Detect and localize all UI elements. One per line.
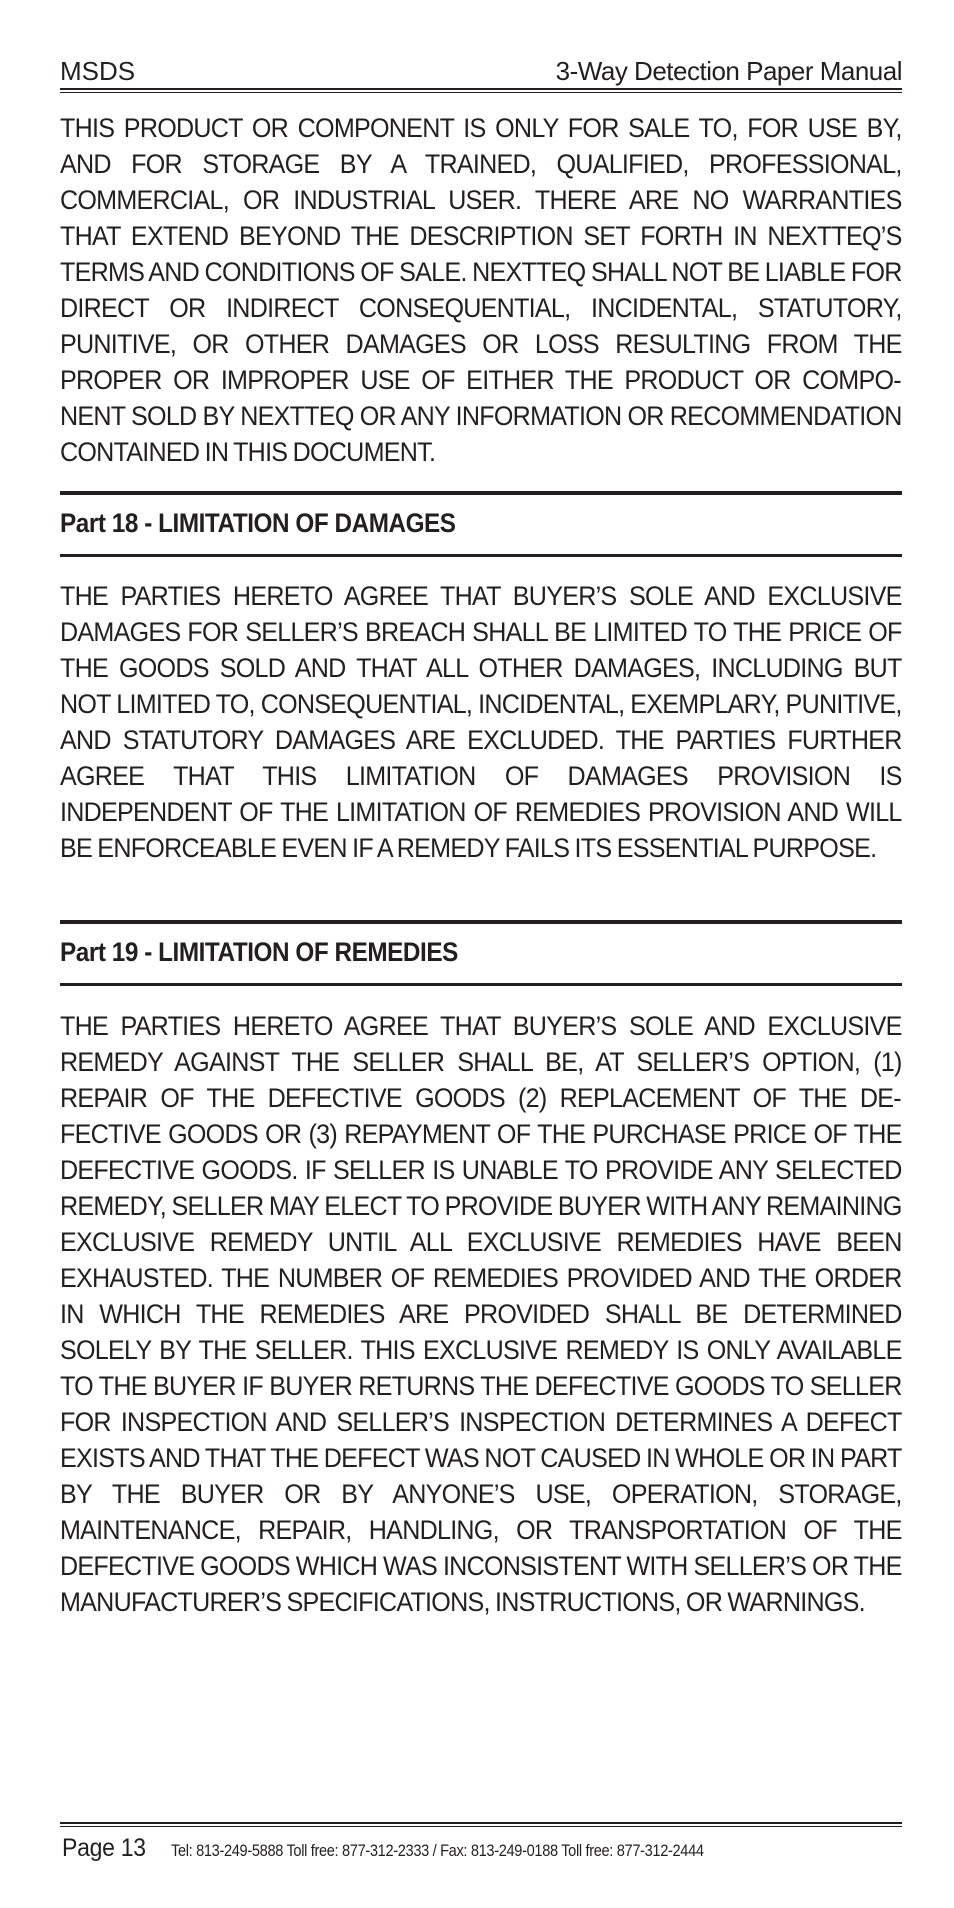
header-rule-secondary bbox=[60, 92, 902, 93]
footer-contact-info: Tel: 813-249-5888 Toll free: 877-312-2333 / Fax: 813-249-0188 Toll free: 877-312-2444 bbox=[171, 1841, 704, 1860]
part-18-paragraph: THE PARTIES HERETO AGREE THAT BUYER’S SOLE AND EXCLUSIVE DAMAGES FOR SELLER’S BREACH SHALL BE LIMITED TO THE PRICE OF THE GOODS SOLD AND THAT ALL OTHER DAMAGES, INCLUDING BUT NOT LIMITED TO, CONSEQUENTIAL, INCIDENTAL, EXEMPLARY, PUNITIVE, AND STATUTORY DAMAGES ARE EXCLUDED. THE PARTIES FURTHER AGREE THAT THIS LIMITATION OF DAMAGES PROVISION IS INDEPENDENT OF THE LIMITATION OF REMEDIES PROVISION AND WILL BE ENFORCEABLE EVEN IF A REMEDY FAILS ITS ESSENTIAL PURPOSE. bbox=[60, 581, 902, 863]
part-19-paragraph: THE PARTIES HERETO AGREE THAT BUYER’S SOLE AND EXCLUSIVE REMEDY AGAINST THE SELLER SHALL BE, AT SELLER’S OPTION, (1) REPAIR OF THE DEFECTIVE GOODS (2) REPLACEMENT OF THE DEFECTIVE GOODS OR (3) REPAYMENT OF THE PURCHASE PRICE OF THE DEFECTIVE GOODS. IF SELLER IS UNABLE TO PROVIDE ANY SELECTED REMEDY, SELLER MAY ELECT TO PROVIDE BUYER WITH ANY REMAINING EXCLUSIVE REMEDY UNTIL ALL EXCLUSIVE REMEDIES HAVE BEEN EXHAUSTED. THE NUMBER OF REMEDIES PROVIDED AND THE ORDER IN WHICH THE REMEDIES ARE PROVIDED SHALL BE DETERMINED SOLELY BY THE SELLER. THIS EXCLUSIVE REMEDY IS ONLY AVAILABLE TO THE BUYER IF BUYER RETURNS THE DEFECTIVE GOODS TO SELLER FOR INSPECTION AND SELLER’S INSPECTION DETERMINES A DEFECT EXISTS AND THAT THE DEFECT WAS NOT CAUSED IN WHOLE OR IN PART BY THE BUYER OR BY ANYONE’S USE, OPERATION, STORAGE, MAINTENANCE, REPAIR, HANDLING, OR TRANSPORTATION OF THE DEFECTIVE GOODS WHICH WAS INCONSISTENT WITH SELLER’S OR THE MANUFACTURER’S SPECIFICATIONS, INSTRUCTIONS, OR WARNINGS. bbox=[60, 1011, 902, 1617]
header-left-label: MSDS bbox=[60, 56, 136, 86]
section-divider-bottom bbox=[60, 554, 902, 557]
footer-rule-secondary bbox=[60, 1826, 902, 1827]
footer-rule bbox=[60, 1822, 902, 1824]
part-19-heading: Part 19 - LIMITATION OF REMEDIES bbox=[60, 937, 458, 967]
header-manual-title: 3-Way Detection Paper Manual bbox=[555, 56, 902, 86]
section-divider-top bbox=[60, 920, 902, 924]
header-rule bbox=[60, 88, 902, 90]
section-divider-bottom bbox=[60, 983, 902, 986]
section-divider-top bbox=[60, 491, 902, 495]
page-number: Page 13 bbox=[62, 1834, 146, 1862]
page-footer bbox=[62, 1834, 790, 1863]
part-18-heading: Part 18 - LIMITATION OF DAMAGES bbox=[60, 508, 456, 538]
page-header bbox=[60, 54, 902, 86]
intro-disclaimer-paragraph: THIS PRODUCT OR COMPONENT IS ONLY FOR SALE TO, FOR USE BY, AND FOR STORAGE BY A TRAINED, QUALIFIED, PROFESSIONAL, COMMERCIAL, OR INDUSTRIAL USER. THERE ARE NO WARRANTIES THAT EXTEND BEYOND THE DESCRIPTION SET FORTH IN NEXTTEQ’S TERMS AND CONDITIONS OF SALE. NEXTTEQ SHALL NOT BE LIABLE FOR DIRECT OR INDIRECT CONSEQUENTIAL, INCIDENTAL, STATUTORY, PUNITIVE, OR OTHER DAMAGES OR LOSS RESULTING FROM THE PROPER OR IMPROPER USE OF EITHER THE PRODUCT OR COMPONENT SOLD BY NEXTTEQ OR ANY INFORMATION OR RECOMMENDATION CONTAINED IN THIS DOCUMENT. bbox=[60, 113, 902, 467]
